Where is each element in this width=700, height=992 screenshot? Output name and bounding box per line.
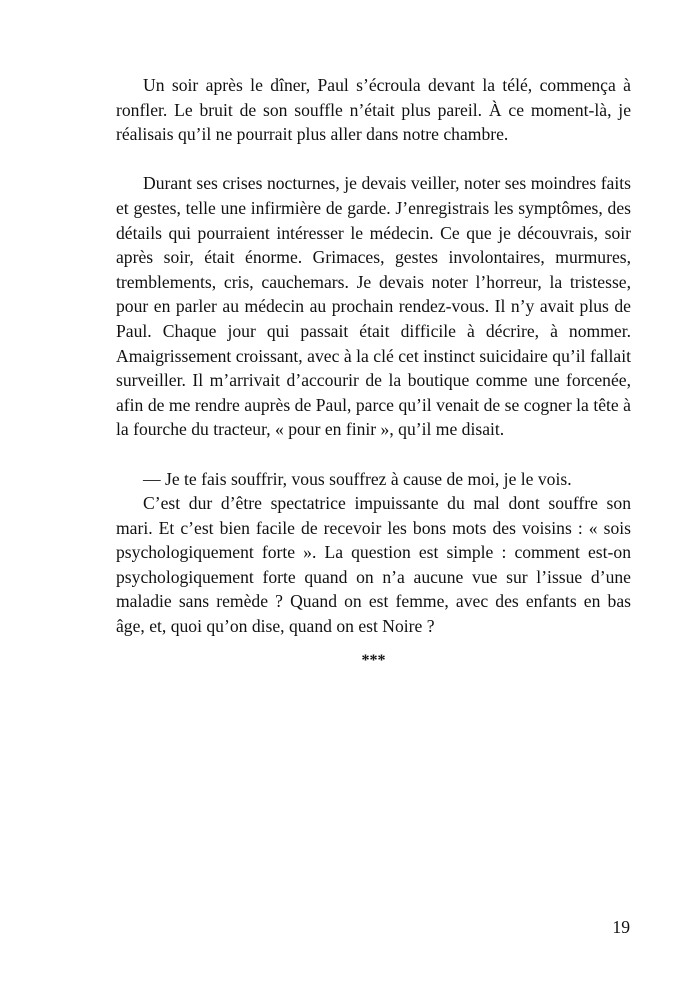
paragraph-2: Durant ses crises nocturnes, je devais veiller, noter ses moindres faits et gestes, telle une infirmière de garde. J’enregistrais les symptômes, des détails qui pourraient intéresser le médecin. Ce que je découvrais, soir après soir, était énorme. Grimaces, gestes involontaires, murmures, tremblements, cris, cauchemars. Je devais noter l’horreur, la tristesse, pour en parler au médecin au prochain rendez-vous. Il n’y avait plus de Paul. Chaque jour qui passait était difficile à décrire, à nommer. Amaigrissement croissant, avec à la clé cet instinct suicidaire qu’il fallait surveiller. Il m’arrivait d’accourir de la boutique comme une forcenée, afin de me rendre auprès de Paul, parce qu’il venait de se cogner la tête à la fourche du tracteur, « pour en finir », qu’il me disait. [116, 173, 631, 440]
paragraph-3: — Je te fais souffrir, vous souffrez à cause de moi, je le vois. [143, 468, 572, 489]
paragraph-1: Un soir après le dîner, Paul s’écroula devant la télé, commença à ronfler. Le bruit de son souffle n’était plus pareil. À ce moment-là, je réalisais qu’il ne pourrait plus aller dans notre chambre. [116, 75, 631, 145]
page-number: 19 [612, 917, 630, 937]
paragraph-4: C’est dur d’être spectatrice impuissante du mal dont souffre son mari. Et c’est bien facile de recevoir les bons mots des voisins : « sois psychologiquement forte ». La question est simple : comment est-on psychologiquement forte quand on n’a aucune vue sur l’issue d’une maladie sans remède ? Quand on est femme, avec des enfants en bas âge, et, quoi qu’on dise, quand on est Noire ? [116, 493, 631, 637]
paragraph-gap [116, 442, 631, 467]
paragraph-gap [116, 147, 631, 172]
section-separator: *** [361, 651, 386, 669]
page-body [116, 73, 631, 673]
